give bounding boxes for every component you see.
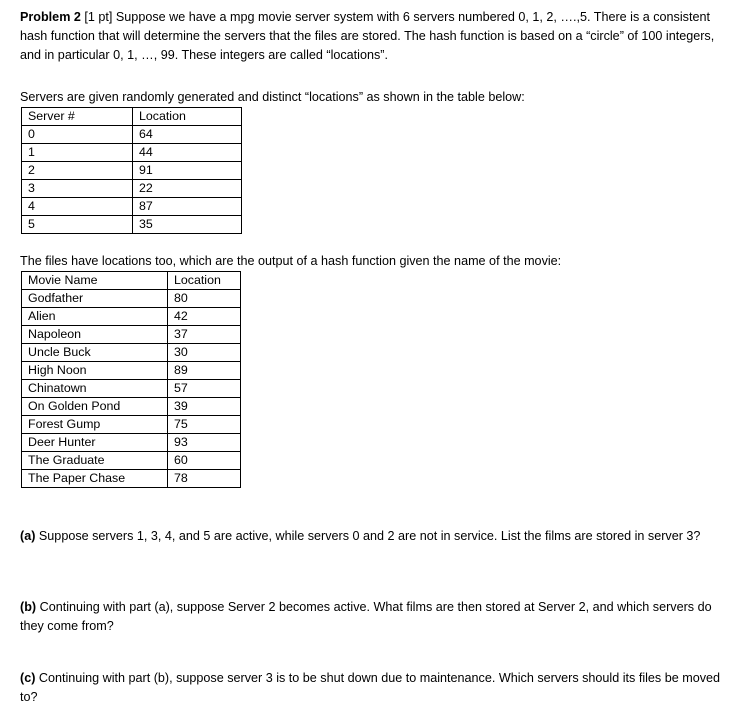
table-row	[22, 362, 241, 380]
movie-name: High Noon	[22, 362, 168, 380]
movie-location: 30	[168, 344, 241, 362]
server-number: 1	[22, 144, 133, 162]
header-movie-name: Movie Name	[22, 272, 168, 290]
problem-text: Suppose we have a mpg movie server system with 6 servers numbered 0, 1, 2, ….,5. There is a consistent hash function that will determine the servers that the files are stored. The hash function is based on a “circle” of 100 integers, and in particular 0, 1, …, 99. These integers are called “locations”.	[20, 10, 715, 62]
question-a-text: Suppose servers 1, 3, 4, and 5 are active, while servers 0 and 2 are not in service. List the films are stored in server 3?	[38, 529, 701, 543]
movie-location: 93	[168, 434, 241, 452]
question-a-label: (a)	[20, 529, 36, 543]
question-c-label: (c)	[20, 671, 36, 685]
files-intro: The files have locations too, which are the output of a hash function given the name of the movie:	[20, 254, 562, 268]
table-row	[22, 416, 241, 434]
movie-location: 37	[168, 326, 241, 344]
problem-points: [1 pt]	[84, 10, 113, 24]
movie-location: 57	[168, 380, 241, 398]
movie-location: 80	[168, 290, 241, 308]
movie-location: 42	[168, 308, 241, 326]
question-c-text: Continuing with part (b), suppose server 3 is to be shut down due to maintenance. Which servers should its files be moved to?	[20, 671, 721, 704]
table-header-row	[22, 272, 241, 290]
movie-location: 75	[168, 416, 241, 434]
movie-name: Godfather	[22, 290, 168, 308]
question-c	[20, 669, 732, 707]
question-b-label: (b)	[20, 600, 37, 614]
question-a	[20, 527, 732, 546]
table-row	[22, 434, 241, 452]
server-location: 44	[133, 144, 242, 162]
movie-name: Uncle Buck	[22, 344, 168, 362]
server-number: 2	[22, 162, 133, 180]
table-row	[22, 180, 242, 198]
table-row	[22, 380, 241, 398]
table-row	[22, 398, 241, 416]
header-location: Location	[168, 272, 241, 290]
movies-table	[21, 271, 241, 488]
server-location: 64	[133, 126, 242, 144]
movie-name: Deer Hunter	[22, 434, 168, 452]
table-row	[22, 326, 241, 344]
server-number: 5	[22, 216, 133, 234]
table-row	[22, 126, 242, 144]
table-row	[22, 198, 242, 216]
server-number: 0	[22, 126, 133, 144]
server-location: 87	[133, 198, 242, 216]
table-row	[22, 162, 242, 180]
problem-label: Problem 2	[20, 10, 81, 24]
movie-location: 39	[168, 398, 241, 416]
movie-location: 78	[168, 470, 241, 488]
table-row	[22, 452, 241, 470]
table-header-row	[22, 108, 242, 126]
server-number: 3	[22, 180, 133, 198]
question-b-text: Continuing with part (a), suppose Server 2 becomes active. What films are then stored at Server 2, and which servers do they come from?	[20, 600, 712, 633]
question-b	[20, 598, 732, 636]
movie-name: The Graduate	[22, 452, 168, 470]
table-row	[22, 144, 242, 162]
movie-location: 89	[168, 362, 241, 380]
movie-name: On Golden Pond	[22, 398, 168, 416]
table-row	[22, 470, 241, 488]
table-row	[22, 308, 241, 326]
header-server-number: Server #	[22, 108, 133, 126]
table-row	[22, 344, 241, 362]
movie-name: Chinatown	[22, 380, 168, 398]
movie-name: Napoleon	[22, 326, 168, 344]
server-location: 91	[133, 162, 242, 180]
movie-location: 60	[168, 452, 241, 470]
servers-intro: Servers are given randomly generated and distinct “locations” as shown in the table below:	[20, 90, 525, 104]
table-row	[22, 290, 241, 308]
table-row	[22, 216, 242, 234]
problem-statement	[20, 8, 732, 65]
header-location: Location	[133, 108, 242, 126]
movie-name: Forest Gump	[22, 416, 168, 434]
movie-name: The Paper Chase	[22, 470, 168, 488]
servers-table	[21, 107, 242, 234]
server-number: 4	[22, 198, 133, 216]
movie-name: Alien	[22, 308, 168, 326]
server-location: 22	[133, 180, 242, 198]
server-location: 35	[133, 216, 242, 234]
